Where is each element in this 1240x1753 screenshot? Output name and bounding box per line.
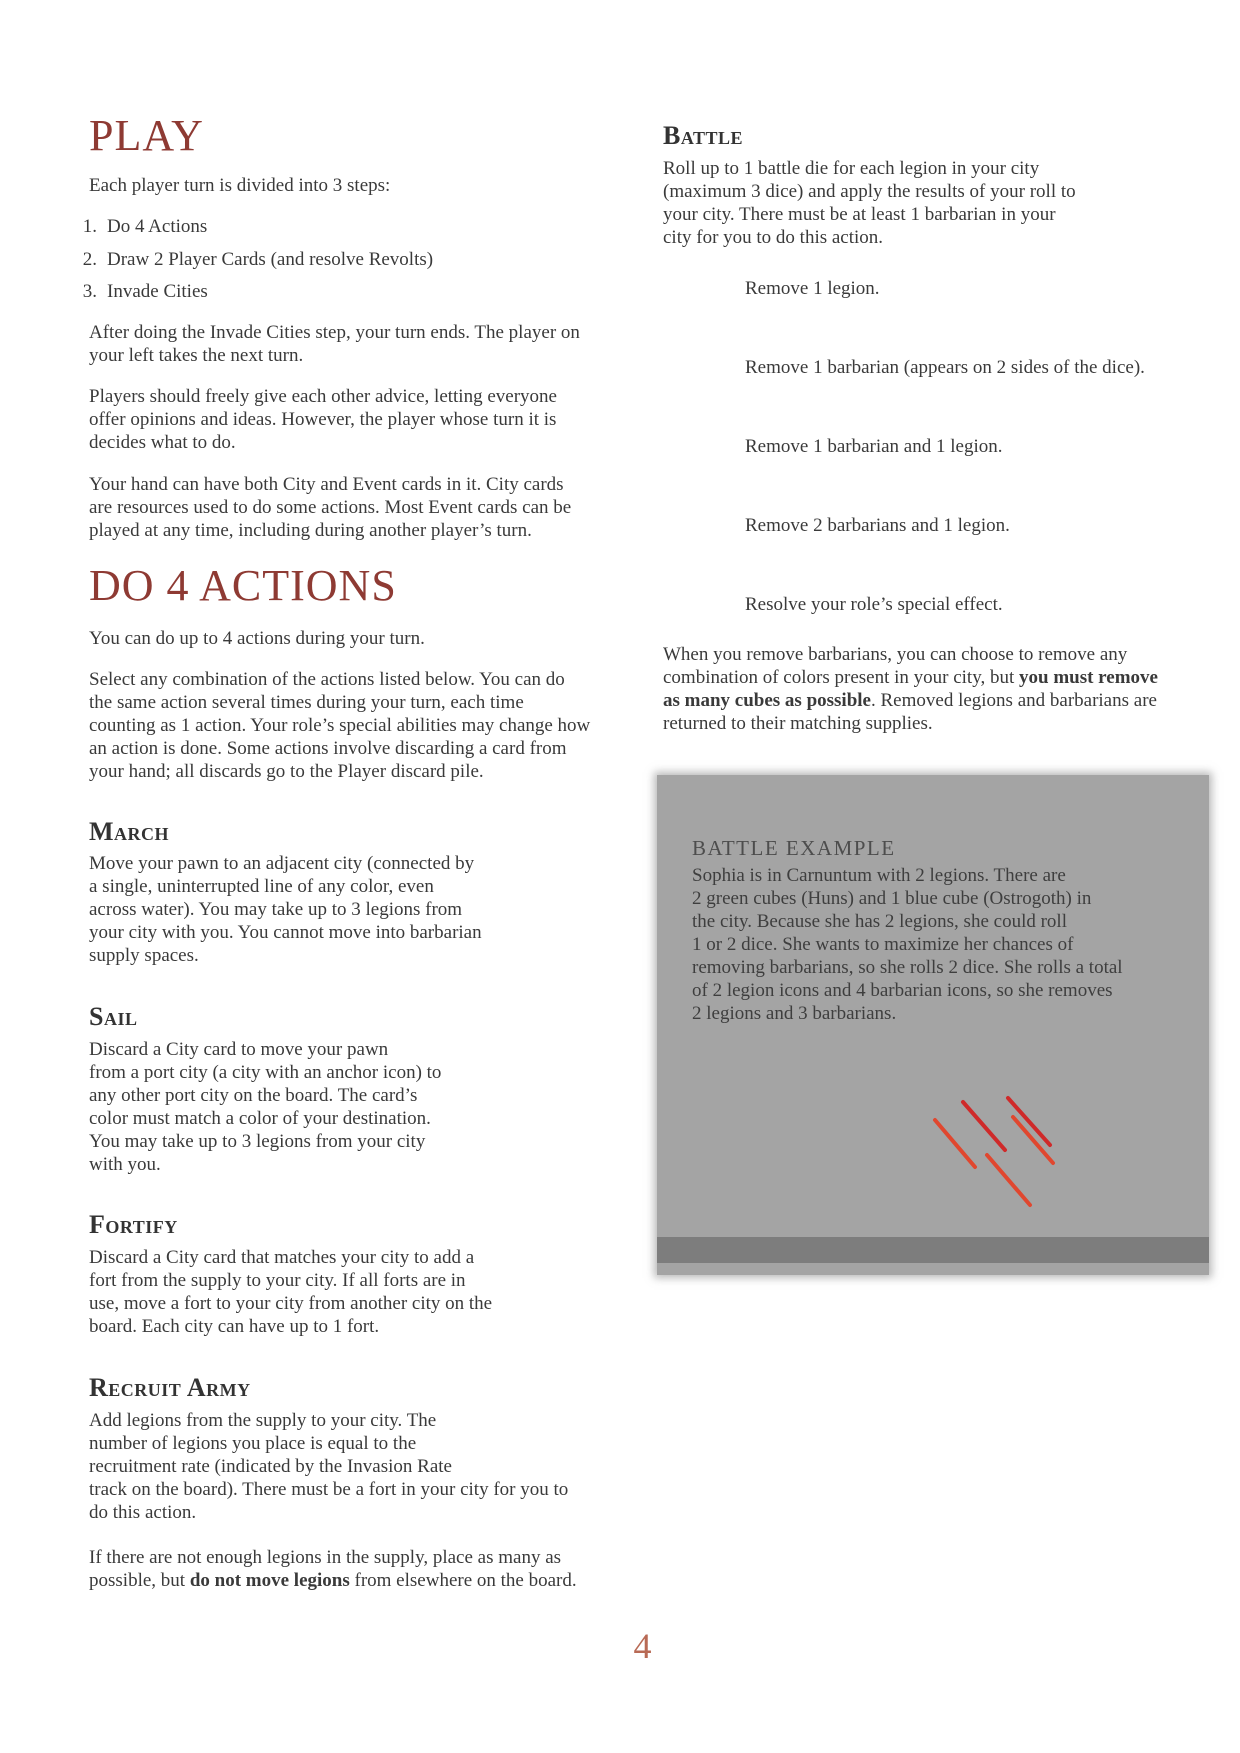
step-item: 2. Draw 2 Player Cards (and resolve Revolts) [82,249,434,270]
battle-example-box [657,775,1209,1275]
battle-example-title: BATTLE EXAMPLE [692,836,896,860]
battle-result-item: Remove 1 barbarian (appears on 2 sides of the dice). [745,357,1145,378]
play-paragraph-2: Players should freely give each other advice, letting everyone offer opinions and ideas. However, the player whose turn it is decides what to do. [89,386,557,453]
play-heading: PLAY [89,111,204,160]
sail-heading: Sail [89,1002,138,1031]
battle-result-item: Remove 2 barbarians and 1 legion. [745,515,1010,536]
step-item: 1. Do 4 Actions [82,216,208,237]
recruit-army-heading: Recruit Army [89,1373,251,1402]
actions-intro: You can do up to 4 actions during your turn. [89,628,425,649]
battle-example-text: Sophia is in Carnuntum with 2 legions. There are 2 green cubes (Huns) and 1 blue cube (Ostrogoth) in the city. Because she has 2 legions, she could roll 1 or 2 dice. She wants to maximize her chances of removing barbarians, so she rolls 2 dice. She rolls a total of 2 legion icons and 4 barbarian icons, so she removes 2 legions and 3 barbarians. [692,865,1123,1024]
battle-example-bottom-band [657,1237,1209,1263]
march-heading: March [89,817,170,846]
battle-result-item: Remove 1 barbarian and 1 legion. [745,436,1003,457]
battle-body: Roll up to 1 battle die for each legion in your city (maximum 3 dice) and apply the results of your roll to your city. There must be at least 1 barbarian in your city for you to do this action. [663,158,1076,248]
fortify-heading: Fortify [89,1210,178,1239]
claw-marks-icon [925,1095,1085,1225]
battle-result-item: Remove 1 legion. [745,278,880,299]
actions-paragraph: Select any combination of the actions listed below. You can do the same action several times during your turn, each time counting as 1 action. Your role’s special abilities may change how an action is done. Some actions involve discarding a card from your hand; all discards go to the Player discard pile. [89,669,591,782]
play-intro: Each player turn is divided into 3 steps: [89,175,391,196]
recruit-army-note: If there are not enough legions in the supply, place as many as possible, but do not move legions from elsewhere on the board. [89,1547,577,1591]
play-paragraph-1: After doing the Invade Cities step, your turn ends. The player on your left takes the next turn. [89,322,580,366]
page-number: 4 [633,1626,652,1666]
fortify-body: Discard a City card that matches your city to add a fort from the supply to your city. If all forts are in use, move a fort to your city from another city on the board. Each city can have up to 1 fort. [89,1247,493,1337]
battle-heading: Battle [663,121,744,150]
sail-body: Discard a City card to move your pawn from a port city (a city with an anchor icon) to any other port city on the board. The card’s color must match a color of your destination. You may take up to 3 legions from your city with you. [89,1039,442,1175]
recruit-army-body: Add legions from the supply to your city. The number of legions you place is equal to the recruitment rate (indicated by the Invasion Rate track on the board). There must be a fort in your city for you to do this action. [89,1410,569,1523]
march-body: Move your pawn to an adjacent city (connected by a single, uninterrupted line of any color, even across water). You may take up to 3 legions from your city with you. You cannot move into barbarian supply spaces. [89,853,482,966]
battle-result-item: Resolve your role’s special effect. [745,594,1003,615]
play-paragraph-3: Your hand can have both City and Event cards in it. City cards are resources used to do some actions. Most Event cards can be played at any time, including during another player’s turn. [89,474,572,541]
do-4-actions-heading: DO 4 ACTIONS [89,561,397,610]
battle-removal-rules: When you remove barbarians, you can choose to remove any combination of colors present in your city, but you must remove as many cubes as possible. Removed legions and barbarians are returned to their matching supplies. [663,644,1158,734]
step-item: 3. Invade Cities [82,281,208,302]
